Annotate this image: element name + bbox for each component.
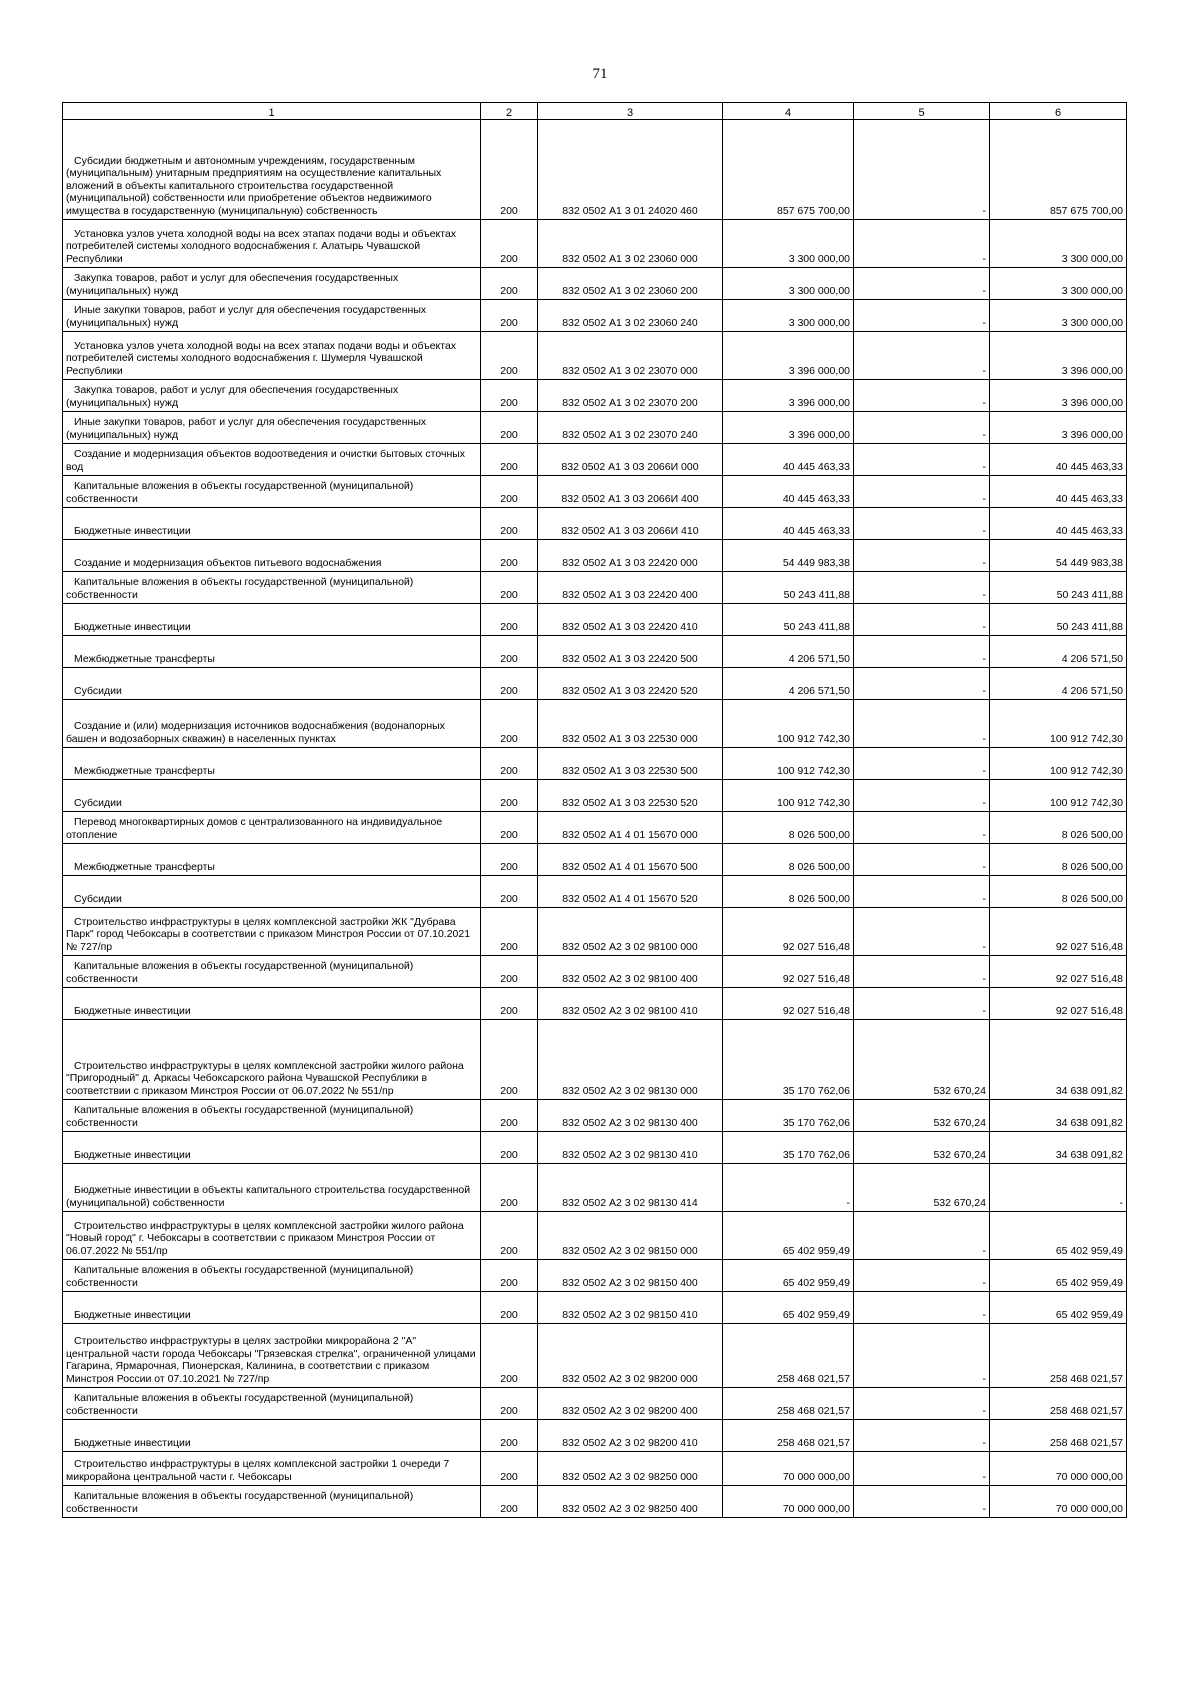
row-amount-col4: 92 027 516,48 xyxy=(723,956,854,988)
row-code-cell: 200 xyxy=(481,1260,538,1292)
row-kbk-cell: 832 0502 А2 3 02 98130 400 xyxy=(538,1100,723,1132)
row-kbk-cell: 832 0502 А2 3 02 98250 000 xyxy=(538,1452,723,1486)
row-amount-col6: 70 000 000,00 xyxy=(990,1452,1127,1486)
table-row xyxy=(63,508,1127,540)
row-amount-col5: - xyxy=(854,120,990,220)
row-amount-col5: - xyxy=(854,332,990,380)
row-amount-col5: - xyxy=(854,748,990,780)
row-code-cell: 200 xyxy=(481,300,538,332)
row-name-cell: Закупка товаров, работ и услуг для обеспечения государственных (муниципальных) нужд xyxy=(63,380,481,412)
row-name-cell: Бюджетные инвестиции xyxy=(63,1420,481,1452)
row-amount-col5: - xyxy=(854,412,990,444)
row-kbk-cell: 832 0502 А2 3 02 98130 414 xyxy=(538,1164,723,1212)
table-row xyxy=(63,700,1127,748)
row-name-cell: Субсидии xyxy=(63,876,481,908)
table-row xyxy=(63,780,1127,812)
row-amount-col6: 3 300 000,00 xyxy=(990,268,1127,300)
row-code-cell: 200 xyxy=(481,956,538,988)
row-kbk-cell: 832 0502 А1 4 01 15670 500 xyxy=(538,844,723,876)
row-name-cell: Капитальные вложения в объекты государственной (муниципальной) собственности xyxy=(63,1486,481,1518)
row-amount-col4: 3 300 000,00 xyxy=(723,300,854,332)
table-row xyxy=(63,540,1127,572)
row-amount-col5: - xyxy=(854,636,990,668)
row-name-cell: Строительство инфраструктуры в целях комплексной застройки жилого района "Новый город" г. Чебоксары в соответствии с приказом Минстроя России от 06.07.2022 № 551/пр xyxy=(63,1212,481,1260)
row-amount-col5: - xyxy=(854,444,990,476)
row-amount-col4: 258 468 021,57 xyxy=(723,1420,854,1452)
row-code-cell: 200 xyxy=(481,380,538,412)
page-number: 71 xyxy=(592,66,608,82)
row-kbk-cell: 832 0502 А1 3 03 22530 000 xyxy=(538,700,723,748)
row-code-cell: 200 xyxy=(481,540,538,572)
row-kbk-cell: 832 0502 А1 3 01 24020 460 xyxy=(538,120,723,220)
row-name-cell: Межбюджетные трансферты xyxy=(63,844,481,876)
row-amount-col5: 532 670,24 xyxy=(854,1100,990,1132)
row-amount-col4: 857 675 700,00 xyxy=(723,120,854,220)
row-amount-col6: 3 396 000,00 xyxy=(990,380,1127,412)
row-amount-col5: - xyxy=(854,988,990,1020)
row-amount-col4: 8 026 500,00 xyxy=(723,844,854,876)
table-row xyxy=(63,1260,1127,1292)
row-code-cell: 200 xyxy=(481,508,538,540)
row-code-cell: 200 xyxy=(481,668,538,700)
row-amount-col6: 100 912 742,30 xyxy=(990,780,1127,812)
row-kbk-cell: 832 0502 А2 3 02 98130 410 xyxy=(538,1132,723,1164)
row-kbk-cell: 832 0502 А1 3 03 22420 500 xyxy=(538,636,723,668)
row-code-cell: 200 xyxy=(481,604,538,636)
row-amount-col6: 50 243 411,88 xyxy=(990,604,1127,636)
row-kbk-cell: 832 0502 А2 3 02 98150 410 xyxy=(538,1292,723,1324)
row-kbk-cell: 832 0502 А1 3 03 22530 520 xyxy=(538,780,723,812)
table-row xyxy=(63,956,1127,988)
table-row xyxy=(63,1420,1127,1452)
row-amount-col5: - xyxy=(854,1452,990,1486)
row-name-cell: Бюджетные инвестиции xyxy=(63,604,481,636)
row-amount-col6: 857 675 700,00 xyxy=(990,120,1127,220)
row-amount-col5: - xyxy=(854,1388,990,1420)
row-name-cell: Капитальные вложения в объекты государственной (муниципальной) собственности xyxy=(63,476,481,508)
row-code-cell: 200 xyxy=(481,1164,538,1212)
row-kbk-cell: 832 0502 А1 3 03 22530 500 xyxy=(538,748,723,780)
row-amount-col5: - xyxy=(854,780,990,812)
row-amount-col6: 3 396 000,00 xyxy=(990,412,1127,444)
row-amount-col6: 92 027 516,48 xyxy=(990,956,1127,988)
column-header: 1 xyxy=(63,103,481,120)
table-row xyxy=(63,812,1127,844)
row-kbk-cell: 832 0502 А1 3 03 22420 410 xyxy=(538,604,723,636)
row-amount-col4: 4 206 571,50 xyxy=(723,668,854,700)
row-name-cell: Бюджетные инвестиции xyxy=(63,988,481,1020)
row-amount-col4: 35 170 762,06 xyxy=(723,1100,854,1132)
table-row xyxy=(63,636,1127,668)
row-amount-col5: - xyxy=(854,1292,990,1324)
row-amount-col5: - xyxy=(854,668,990,700)
table-row xyxy=(63,876,1127,908)
row-kbk-cell: 832 0502 А2 3 02 98200 410 xyxy=(538,1420,723,1452)
row-amount-col5: - xyxy=(854,268,990,300)
row-code-cell: 200 xyxy=(481,1486,538,1518)
row-kbk-cell: 832 0502 А1 3 02 23060 240 xyxy=(538,300,723,332)
row-amount-col6: 65 402 959,49 xyxy=(990,1212,1127,1260)
row-amount-col4: 40 445 463,33 xyxy=(723,444,854,476)
row-amount-col5: - xyxy=(854,1486,990,1518)
row-kbk-cell: 832 0502 А2 3 02 98200 000 xyxy=(538,1324,723,1388)
row-name-cell: Бюджетные инвестиции xyxy=(63,508,481,540)
table-row xyxy=(63,1452,1127,1486)
row-amount-col4: 65 402 959,49 xyxy=(723,1292,854,1324)
row-code-cell: 200 xyxy=(481,636,538,668)
table-row xyxy=(63,444,1127,476)
row-amount-col4: 4 206 571,50 xyxy=(723,636,854,668)
row-kbk-cell: 832 0502 А1 4 01 15670 520 xyxy=(538,876,723,908)
row-name-cell: Закупка товаров, работ и услуг для обеспечения государственных (муниципальных) нужд xyxy=(63,268,481,300)
table-row xyxy=(63,1486,1127,1518)
row-amount-col4: 40 445 463,33 xyxy=(723,476,854,508)
row-amount-col4: - xyxy=(723,1164,854,1212)
row-code-cell: 200 xyxy=(481,1452,538,1486)
row-amount-col6: 3 300 000,00 xyxy=(990,220,1127,268)
row-amount-col4: 100 912 742,30 xyxy=(723,700,854,748)
row-amount-col6: 8 026 500,00 xyxy=(990,876,1127,908)
row-amount-col4: 54 449 983,38 xyxy=(723,540,854,572)
row-code-cell: 200 xyxy=(481,1420,538,1452)
row-kbk-cell: 832 0502 А1 3 03 2066И 000 xyxy=(538,444,723,476)
row-code-cell: 200 xyxy=(481,268,538,300)
table-row xyxy=(63,748,1127,780)
row-amount-col5: - xyxy=(854,540,990,572)
row-kbk-cell: 832 0502 А1 3 03 22420 400 xyxy=(538,572,723,604)
row-kbk-cell: 832 0502 А2 3 02 98250 400 xyxy=(538,1486,723,1518)
table-row xyxy=(63,220,1127,268)
row-code-cell: 200 xyxy=(481,1212,538,1260)
row-amount-col6: 34 638 091,82 xyxy=(990,1020,1127,1100)
row-name-cell: Строительство инфраструктуры в целях застройки микрорайона 2 "А" центральной части города Чебоксары "Грязевская стрелка", ограниченной улицами Гагарина, Ярмарочная, Пионерская, Калинина, в соответствии с приказом Минстроя России от 07.10.2021 № 727/пр xyxy=(63,1324,481,1388)
row-amount-col4: 258 468 021,57 xyxy=(723,1388,854,1420)
row-amount-col5: - xyxy=(854,908,990,956)
column-header: 2 xyxy=(481,103,538,120)
row-code-cell: 200 xyxy=(481,412,538,444)
row-amount-col4: 70 000 000,00 xyxy=(723,1452,854,1486)
table-row xyxy=(63,332,1127,380)
row-amount-col6: 34 638 091,82 xyxy=(990,1100,1127,1132)
row-amount-col5: - xyxy=(854,572,990,604)
column-header: 5 xyxy=(854,103,990,120)
row-amount-col4: 8 026 500,00 xyxy=(723,812,854,844)
row-kbk-cell: 832 0502 А2 3 02 98100 000 xyxy=(538,908,723,956)
row-amount-col4: 8 026 500,00 xyxy=(723,876,854,908)
row-name-cell: Капитальные вложения в объекты государственной (муниципальной) собственности xyxy=(63,1100,481,1132)
table-row xyxy=(63,1100,1127,1132)
table-body xyxy=(63,120,1127,1518)
row-name-cell: Иные закупки товаров, работ и услуг для обеспечения государственных (муниципальных) нужд xyxy=(63,300,481,332)
table-row xyxy=(63,1132,1127,1164)
column-header: 4 xyxy=(723,103,854,120)
table-row xyxy=(63,1164,1127,1212)
row-amount-col5: - xyxy=(854,1324,990,1388)
row-amount-col4: 65 402 959,49 xyxy=(723,1212,854,1260)
row-amount-col4: 35 170 762,06 xyxy=(723,1020,854,1100)
row-code-cell: 200 xyxy=(481,988,538,1020)
row-code-cell: 200 xyxy=(481,444,538,476)
row-amount-col5: - xyxy=(854,1420,990,1452)
row-name-cell: Создание и модернизация объектов питьевого водоснабжения xyxy=(63,540,481,572)
table-row xyxy=(63,1212,1127,1260)
row-kbk-cell: 832 0502 А1 3 03 22420 520 xyxy=(538,668,723,700)
row-amount-col4: 65 402 959,49 xyxy=(723,1260,854,1292)
row-code-cell: 200 xyxy=(481,332,538,380)
row-amount-col6: 40 445 463,33 xyxy=(990,508,1127,540)
row-kbk-cell: 832 0502 А2 3 02 98150 000 xyxy=(538,1212,723,1260)
row-name-cell: Капитальные вложения в объекты государственной (муниципальной) собственности xyxy=(63,1388,481,1420)
row-kbk-cell: 832 0502 А2 3 02 98200 400 xyxy=(538,1388,723,1420)
row-amount-col6: 34 638 091,82 xyxy=(990,1132,1127,1164)
row-name-cell: Субсидии xyxy=(63,780,481,812)
row-kbk-cell: 832 0502 А1 3 02 23070 000 xyxy=(538,332,723,380)
row-amount-col4: 258 468 021,57 xyxy=(723,1324,854,1388)
table-row xyxy=(63,476,1127,508)
row-amount-col4: 92 027 516,48 xyxy=(723,988,854,1020)
row-amount-col6: 65 402 959,49 xyxy=(990,1292,1127,1324)
table-row xyxy=(63,120,1127,220)
row-kbk-cell: 832 0502 А1 3 03 22420 000 xyxy=(538,540,723,572)
table-row xyxy=(63,908,1127,956)
row-amount-col4: 100 912 742,30 xyxy=(723,780,854,812)
row-code-cell: 200 xyxy=(481,908,538,956)
row-code-cell: 200 xyxy=(481,1324,538,1388)
budget-table xyxy=(62,102,1127,1518)
row-amount-col5: - xyxy=(854,220,990,268)
row-code-cell: 200 xyxy=(481,220,538,268)
row-amount-col6: 258 468 021,57 xyxy=(990,1324,1127,1388)
table-row xyxy=(63,412,1127,444)
row-amount-col6: 8 026 500,00 xyxy=(990,812,1127,844)
row-kbk-cell: 832 0502 А2 3 02 98150 400 xyxy=(538,1260,723,1292)
row-name-cell: Создание и модернизация объектов водоотведения и очистки бытовых сточных вод xyxy=(63,444,481,476)
row-name-cell: Строительство инфраструктуры в целях комплексной застройки жилого района "Пригородный" д. Аркасы Чебоксарского района Чувашской Республики в соответствии с приказом Минстроя России от 06.07.2022 № 551/пр xyxy=(63,1020,481,1100)
row-amount-col6: 70 000 000,00 xyxy=(990,1486,1127,1518)
row-amount-col6: 258 468 021,57 xyxy=(990,1388,1127,1420)
table-row xyxy=(63,604,1127,636)
row-code-cell: 200 xyxy=(481,748,538,780)
row-amount-col5: - xyxy=(854,844,990,876)
row-code-cell: 200 xyxy=(481,700,538,748)
row-amount-col4: 3 396 000,00 xyxy=(723,332,854,380)
row-code-cell: 200 xyxy=(481,476,538,508)
row-amount-col6: 92 027 516,48 xyxy=(990,988,1127,1020)
row-amount-col6: 4 206 571,50 xyxy=(990,636,1127,668)
row-kbk-cell: 832 0502 А1 3 02 23060 200 xyxy=(538,268,723,300)
table-row xyxy=(63,1388,1127,1420)
row-amount-col4: 92 027 516,48 xyxy=(723,908,854,956)
column-number-row xyxy=(63,103,1127,120)
row-amount-col4: 70 000 000,00 xyxy=(723,1486,854,1518)
row-amount-col6: 40 445 463,33 xyxy=(990,444,1127,476)
row-code-cell: 200 xyxy=(481,1292,538,1324)
row-amount-col6: 3 300 000,00 xyxy=(990,300,1127,332)
row-name-cell: Межбюджетные трансферты xyxy=(63,748,481,780)
row-code-cell: 200 xyxy=(481,812,538,844)
row-name-cell: Перевод многоквартирных домов с централизованного на индивидуальное отопление xyxy=(63,812,481,844)
table-row xyxy=(63,1292,1127,1324)
row-code-cell: 200 xyxy=(481,844,538,876)
row-kbk-cell: 832 0502 А2 3 02 98100 410 xyxy=(538,988,723,1020)
row-name-cell: Строительство инфраструктуры в целях комплексной застройки 1 очереди 7 микрорайона центральной части г. Чебоксары xyxy=(63,1452,481,1486)
row-amount-col5: - xyxy=(854,812,990,844)
row-name-cell: Капитальные вложения в объекты государственной (муниципальной) собственности xyxy=(63,956,481,988)
row-amount-col4: 3 396 000,00 xyxy=(723,380,854,412)
row-code-cell: 200 xyxy=(481,1388,538,1420)
row-amount-col6: 65 402 959,49 xyxy=(990,1260,1127,1292)
row-kbk-cell: 832 0502 А1 3 02 23070 240 xyxy=(538,412,723,444)
row-amount-col5: - xyxy=(854,956,990,988)
row-name-cell: Установка узлов учета холодной воды на всех этапах подачи воды и объектах потребителей системы холодного водоснабжения г. Шумерля Чувашской Республики xyxy=(63,332,481,380)
row-amount-col5: - xyxy=(854,604,990,636)
row-code-cell: 200 xyxy=(481,876,538,908)
row-amount-col6: 100 912 742,30 xyxy=(990,700,1127,748)
row-amount-col6: 3 396 000,00 xyxy=(990,332,1127,380)
row-amount-col6: 4 206 571,50 xyxy=(990,668,1127,700)
row-name-cell: Иные закупки товаров, работ и услуг для обеспечения государственных (муниципальных) нужд xyxy=(63,412,481,444)
row-amount-col4: 3 396 000,00 xyxy=(723,412,854,444)
row-amount-col5: - xyxy=(854,476,990,508)
row-amount-col6: 100 912 742,30 xyxy=(990,748,1127,780)
row-name-cell: Создание и (или) модернизация источников водоснабжения (водонапорных башен и водозаборных скважин) в населенных пунктах xyxy=(63,700,481,748)
row-name-cell: Установка узлов учета холодной воды на всех этапах подачи воды и объектах потребителей системы холодного водоснабжения г. Алатырь Чувашской Республики xyxy=(63,220,481,268)
row-amount-col6: 92 027 516,48 xyxy=(990,908,1127,956)
row-name-cell: Субсидии бюджетным и автономным учреждениям, государственным (муниципальным) унитарным предприятиям на осуществление капитальных вложений в объекты капитального строительства государственной (муниципальной) собственности или приобретение объектов недвижимого имущества в государственную (муниципальную) собственность xyxy=(63,120,481,220)
row-name-cell: Бюджетные инвестиции в объекты капитального строительства государственной (муниципальной) собственности xyxy=(63,1164,481,1212)
table-row xyxy=(63,988,1127,1020)
row-amount-col4: 3 300 000,00 xyxy=(723,268,854,300)
row-name-cell: Субсидии xyxy=(63,668,481,700)
table-row xyxy=(63,668,1127,700)
row-amount-col5: 532 670,24 xyxy=(854,1164,990,1212)
row-name-cell: Бюджетные инвестиции xyxy=(63,1292,481,1324)
row-name-cell: Капитальные вложения в объекты государственной (муниципальной) собственности xyxy=(63,572,481,604)
column-header: 3 xyxy=(538,103,723,120)
table-row xyxy=(63,300,1127,332)
row-name-cell: Межбюджетные трансферты xyxy=(63,636,481,668)
row-amount-col4: 50 243 411,88 xyxy=(723,604,854,636)
row-amount-col5: - xyxy=(854,380,990,412)
row-kbk-cell: 832 0502 А1 3 03 2066И 400 xyxy=(538,476,723,508)
table-row xyxy=(63,1324,1127,1388)
row-amount-col6: 258 468 021,57 xyxy=(990,1420,1127,1452)
row-kbk-cell: 832 0502 А2 3 02 98100 400 xyxy=(538,956,723,988)
table-row xyxy=(63,1020,1127,1100)
row-amount-col4: 3 300 000,00 xyxy=(723,220,854,268)
row-code-cell: 200 xyxy=(481,1132,538,1164)
row-code-cell: 200 xyxy=(481,1100,538,1132)
table-row xyxy=(63,844,1127,876)
row-amount-col6: 40 445 463,33 xyxy=(990,476,1127,508)
table-row xyxy=(63,572,1127,604)
row-kbk-cell: 832 0502 А1 4 01 15670 000 xyxy=(538,812,723,844)
row-kbk-cell: 832 0502 А1 3 02 23070 200 xyxy=(538,380,723,412)
table-row xyxy=(63,380,1127,412)
row-amount-col6: 54 449 983,38 xyxy=(990,540,1127,572)
row-name-cell: Капитальные вложения в объекты государственной (муниципальной) собственности xyxy=(63,1260,481,1292)
row-code-cell: 200 xyxy=(481,120,538,220)
row-kbk-cell: 832 0502 А1 3 02 23060 000 xyxy=(538,220,723,268)
row-code-cell: 200 xyxy=(481,572,538,604)
row-amount-col6: 8 026 500,00 xyxy=(990,844,1127,876)
row-amount-col5: - xyxy=(854,876,990,908)
row-code-cell: 200 xyxy=(481,1020,538,1100)
row-amount-col4: 50 243 411,88 xyxy=(723,572,854,604)
row-kbk-cell: 832 0502 А2 3 02 98130 000 xyxy=(538,1020,723,1100)
row-amount-col4: 35 170 762,06 xyxy=(723,1132,854,1164)
row-kbk-cell: 832 0502 А1 3 03 2066И 410 xyxy=(538,508,723,540)
row-amount-col5: - xyxy=(854,300,990,332)
row-amount-col5: - xyxy=(854,1212,990,1260)
row-amount-col4: 40 445 463,33 xyxy=(723,508,854,540)
row-amount-col6: - xyxy=(990,1164,1127,1212)
column-header: 6 xyxy=(990,103,1127,120)
table-row xyxy=(63,268,1127,300)
row-amount-col5: - xyxy=(854,508,990,540)
row-amount-col4: 100 912 742,30 xyxy=(723,748,854,780)
row-code-cell: 200 xyxy=(481,780,538,812)
row-name-cell: Строительство инфраструктуры в целях комплексной застройки ЖК "Дубрава Парк" город Чебоксары в соответствии с приказом Минстроя России от 07.10.2021 № 727/пр xyxy=(63,908,481,956)
row-amount-col5: 532 670,24 xyxy=(854,1132,990,1164)
row-amount-col5: 532 670,24 xyxy=(854,1020,990,1100)
row-amount-col5: - xyxy=(854,1260,990,1292)
row-amount-col6: 50 243 411,88 xyxy=(990,572,1127,604)
row-amount-col5: - xyxy=(854,700,990,748)
row-name-cell: Бюджетные инвестиции xyxy=(63,1132,481,1164)
